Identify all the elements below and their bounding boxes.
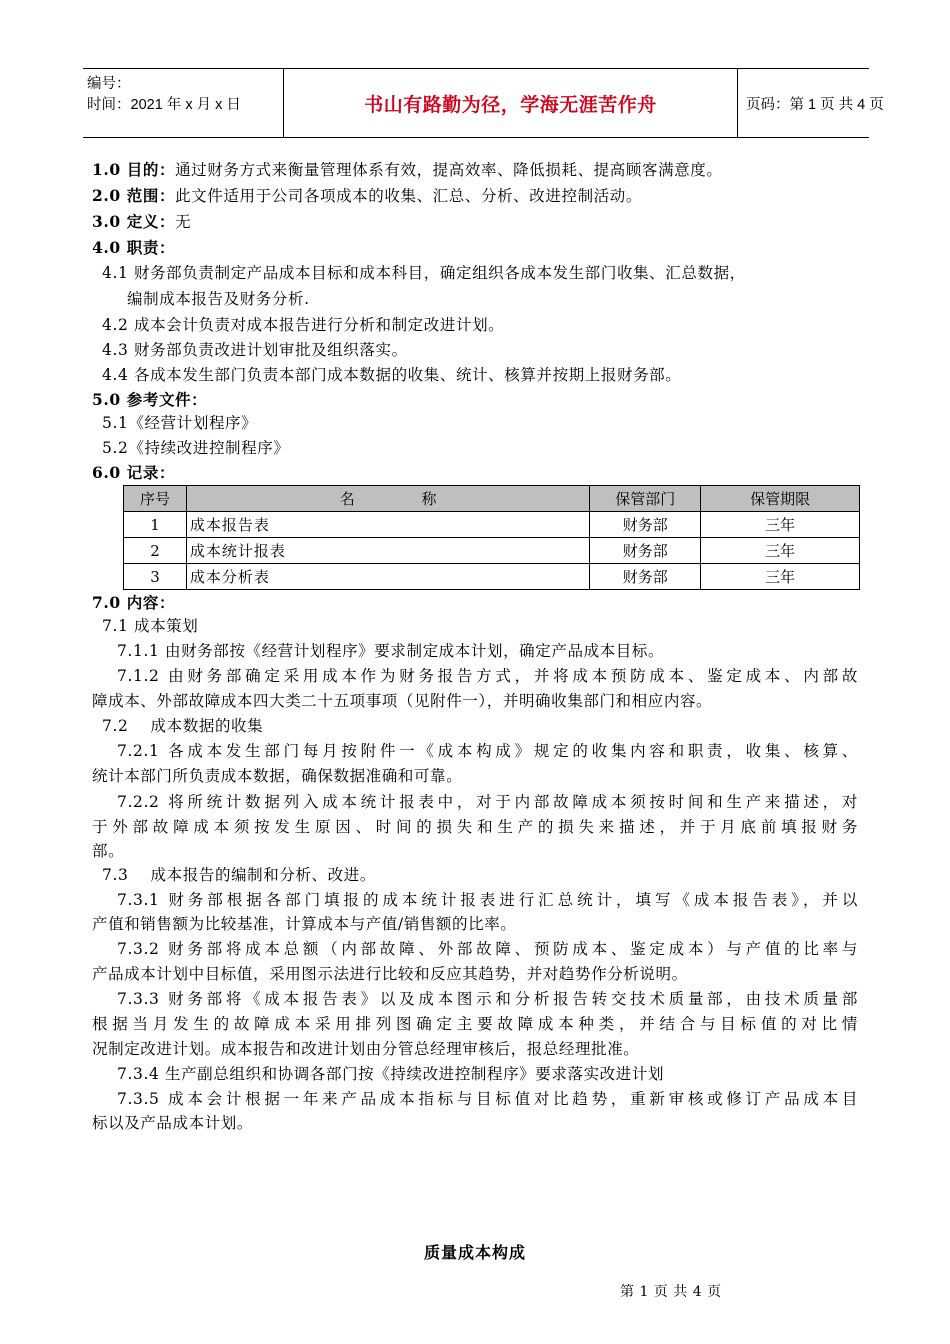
header-motto-cell	[283, 69, 738, 137]
cell-period: 三年	[701, 564, 860, 590]
content-7-2-1a: 7.2.1 各成本发生部门每月按附件一《成本构成》规定的收集内容和职责，收集、核算、	[117, 742, 858, 760]
responsibility-4-4: 4.4 各成本发生部门负责本部门成本数据的收集、统计、核算并按期上报财务部。	[102, 366, 682, 384]
content-7-1: 7.1 成本策划	[102, 617, 199, 635]
next-section-title: 质量成本构成	[423, 1243, 526, 1262]
responsibility-4-3: 4.3 财务部负责改进计划审批及组织落实。	[102, 341, 408, 359]
section-text: 此文件适用于公司各项成本的收集、汇总、分析、改进控制活动。	[175, 187, 642, 205]
content-7-2-2c: 部。	[92, 842, 125, 860]
section-records-heading: 6.0 记录：	[92, 463, 176, 482]
cell-dept: 财务部	[590, 564, 701, 590]
content-7-3-2b: 产品成本计划中目标值，采用图示法进行比较和反应其趋势，并对趋势作分析说明。	[92, 965, 688, 983]
header-meta-cell	[83, 69, 283, 137]
section-text: 无	[175, 213, 192, 231]
cell-seq: 3	[124, 564, 187, 590]
reference-5-1: 5.1《经营计划程序》	[102, 414, 258, 432]
table-row	[124, 538, 860, 564]
section-text: 通过财务方式来衡量管理体系有效，提高效率、降低损耗、提高顾客满意度。	[175, 161, 723, 179]
content-7-3-3b: 根据当月发生的故障成本采用排列图确定主要故障成本种类，并结合与目标值的对比情	[92, 1015, 858, 1033]
header-page-cell	[738, 69, 884, 137]
cell-dept: 财务部	[590, 512, 701, 538]
content-7-2: 7.2 成本数据的收集	[102, 717, 264, 735]
cell-period: 三年	[701, 538, 860, 564]
section-content-heading: 7.0 内容：	[92, 593, 176, 612]
header-dept: 保管部门	[590, 486, 701, 512]
content-7-3-5b: 标以及产品成本计划。	[92, 1114, 254, 1132]
content-7-2-1b: 统计本部门所负责成本数据，确保数据准确和可靠。	[92, 767, 463, 785]
cell-seq: 2	[124, 538, 187, 564]
document-date: 时间：2021 年 x 月 x 日	[87, 97, 241, 113]
content-7-3: 7.3 成本报告的编制和分析、改进。	[102, 866, 376, 884]
records-table	[123, 485, 860, 590]
table-row	[124, 564, 860, 590]
cell-seq: 1	[124, 512, 187, 538]
content-7-3-1b: 产值和销售额为比较基准，计算成本与产值/销售额的比率。	[92, 915, 517, 933]
content-7-3-1a: 7.3.1 财务部根据各部门填报的成本统计报表进行汇总统计，填写《成本报告表》，并以	[117, 891, 858, 909]
content-7-1-2b: 障成本、外部故障成本四大类二十五项事项（见附件一），并明确收集部门和相应内容。	[92, 692, 713, 710]
content-7-3-3c: 况制定改进计划。成本报告和改进计划由分管总经理审核后，报总经理批准。	[92, 1040, 640, 1058]
section-scope	[92, 186, 642, 206]
header-page-info: 页码：第 1 页 共 4 页	[746, 96, 884, 113]
section-references-heading: 5.0 参考文件：	[92, 390, 208, 409]
header-motto: 书山有路勤为径，学海无涯苦作舟	[364, 93, 657, 116]
header-name: 名 称	[186, 486, 589, 512]
content-7-2-2b: 于外部故障成本须按发生原因、时间的损失和生产的损失来描述，并于月底前填报财务	[92, 818, 858, 836]
content-7-1-2a: 7.1.2 由财务部确定采用成本作为财务报告方式，并将成本预防成本、鉴定成本、内部故	[117, 667, 858, 685]
reference-5-2: 5.2《持续改进控制程序》	[102, 439, 290, 457]
section-definition	[92, 212, 191, 232]
cell-name: 成本报告表	[186, 512, 589, 538]
section-purpose	[92, 160, 722, 180]
content-7-2-2a: 7.2.2 将所统计数据列入成本统计报表中，对于内部故障成本须按时间和生产来描述，对	[117, 793, 858, 811]
responsibility-4-1b: 编制成本报告及财务分析.	[127, 290, 310, 308]
responsibility-4-1a: 4.1 财务部负责制定产品成本目标和成本科目，确定组织各成本发生部门收集、汇总数据，	[102, 264, 746, 282]
content-7-1-1: 7.1.1 由财务部按《经营计划程序》要求制定成本计划，确定产品成本目标。	[117, 642, 665, 660]
table-header-row	[124, 486, 860, 512]
content-7-3-2a: 7.3.2 财务部将成本总额（内部故障、外部故障、预防成本、鉴定成本）与产值的比率与	[117, 940, 858, 958]
cell-name: 成本统计报表	[186, 538, 589, 564]
cell-period: 三年	[701, 512, 860, 538]
section-responsibility-heading: 4.0 职责：	[92, 238, 176, 257]
cell-dept: 财务部	[590, 538, 701, 564]
responsibility-4-2: 4.2 成本会计负责对成本报告进行分析和制定改进计划。	[102, 316, 505, 334]
header-seq: 序号	[124, 486, 187, 512]
table-row	[124, 512, 860, 538]
section-label: 2.0 范围：	[92, 186, 176, 205]
section-label: 1.0 目的：	[92, 160, 176, 179]
document-header	[83, 68, 884, 138]
section-label: 3.0 定义：	[92, 212, 176, 231]
content-7-3-3a: 7.3.3 财务部将《成本报告表》以及成本图示和分析报告转交技术质量部，由技术质量部	[117, 990, 858, 1008]
content-7-3-4: 7.3.4 生产副总组织和协调各部门按《持续改进控制程序》要求落实改进计划	[117, 1065, 665, 1083]
document-number-label: 编号：	[87, 76, 131, 92]
page-number: 第 1 页 共 4 页	[620, 1284, 722, 1300]
content-7-3-5a: 7.3.5 成本会计根据一年来产品成本指标与目标值对比趋势，重新审核或修订产品成本目	[117, 1090, 858, 1108]
cell-name: 成本分析表	[186, 564, 589, 590]
header-period: 保管期限	[701, 486, 860, 512]
